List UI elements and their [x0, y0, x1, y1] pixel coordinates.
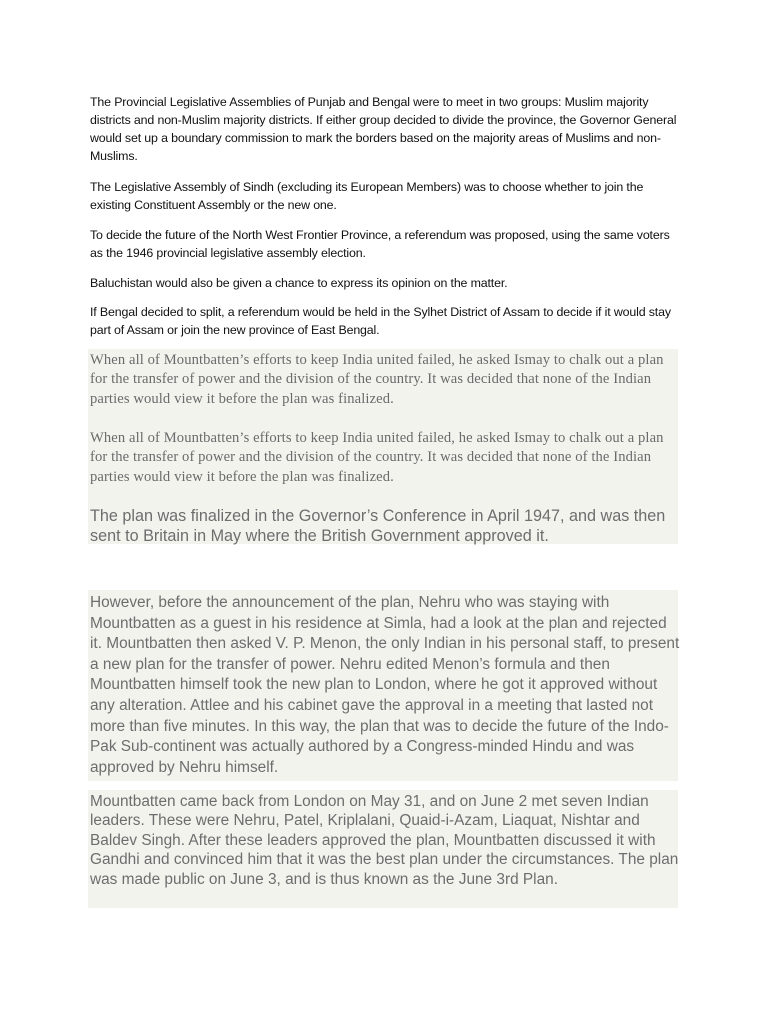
- paragraph-sindh-assembly: The Legislative Assembly of Sindh (excluding its European Members) was to choose whether to join the existing Constituent Assembly or the new one.: [90, 180, 644, 212]
- paragraph-governors-conference: The plan was finalized in the Governor’s Conference in April 1947, and was then sent to Britain in May where the British Government approved it.: [90, 507, 666, 545]
- paragraph-nwfp-referendum: To decide the future of the North West Frontier Province, a referendum was proposed, using the same voters as the 1946 provincial legislative assembly election.: [90, 228, 670, 260]
- paragraph-sylhet-referendum: If Bengal decided to split, a referendum would be held in the Sylhet District of Assam to decide if it would stay part of Assam or join the new province of East Bengal.: [90, 305, 671, 337]
- paragraph-june-3rd-plan: Mountbatten came back from London on May 31, and on June 2 met seven Indian leaders. These were Nehru, Patel, Kriplalani, Quaid-i-Azam, Liaquat, Nishtar and Baldev Singh. After these leaders approved the plan, Mountbatten discussed it with Gandhi and convinced him that it was the best plan under the circumstances. The plan was made public on June 3, and is thus known as the June 3rd Plan.: [90, 793, 679, 888]
- paragraph-punjab-bengal-assemblies: The Provincial Legislative Assemblies of Punjab and Bengal were to meet in two groups: Muslim majority districts and non-Muslim majority districts. If either group decided to divide the province, the Governor General would set up a boundary commission to mark the borders based on the majority areas of Muslims and non-Muslims.: [90, 95, 677, 163]
- paragraph-baluchistan: Baluchistan would also be given a chance to express its opinion on the matter.: [90, 276, 508, 290]
- paragraph-ismay-plan: When all of Mountbatten’s efforts to keep India united failed, he asked Ismay to chalk out a plan for the transfer of power and the division of the country. It was decided that none of the Indian parties would view it before the plan was finalized.: [90, 352, 664, 407]
- paragraph-ismay-plan-repeat: When all of Mountbatten’s efforts to keep India united failed, he asked Ismay to chalk out a plan for the transfer of power and the division of the country. It was decided that none of the Indian parties would view it before the plan was finalized.: [90, 430, 664, 485]
- paragraph-nehru-simla: However, before the announcement of the plan, Nehru who was staying with Mountbatten as a guest in his residence at Simla, had a look at the plan and rejected it. Mountbatten then asked V. P. Menon, the only Indian in his personal staff, to present a new plan for the transfer of power. Nehru edited Menon’s formula and then Mountbatten himself took the new plan to London, where he got it approved without any alteration. Attlee and his cabinet gave the approval in a meeting that lasted not more than five minutes. In this way, the plan that was to decide the future of the Indo-Pak Sub-continent was actually authored by a Congress-minded Hindu and was approved by Nehru himself.: [90, 594, 680, 776]
